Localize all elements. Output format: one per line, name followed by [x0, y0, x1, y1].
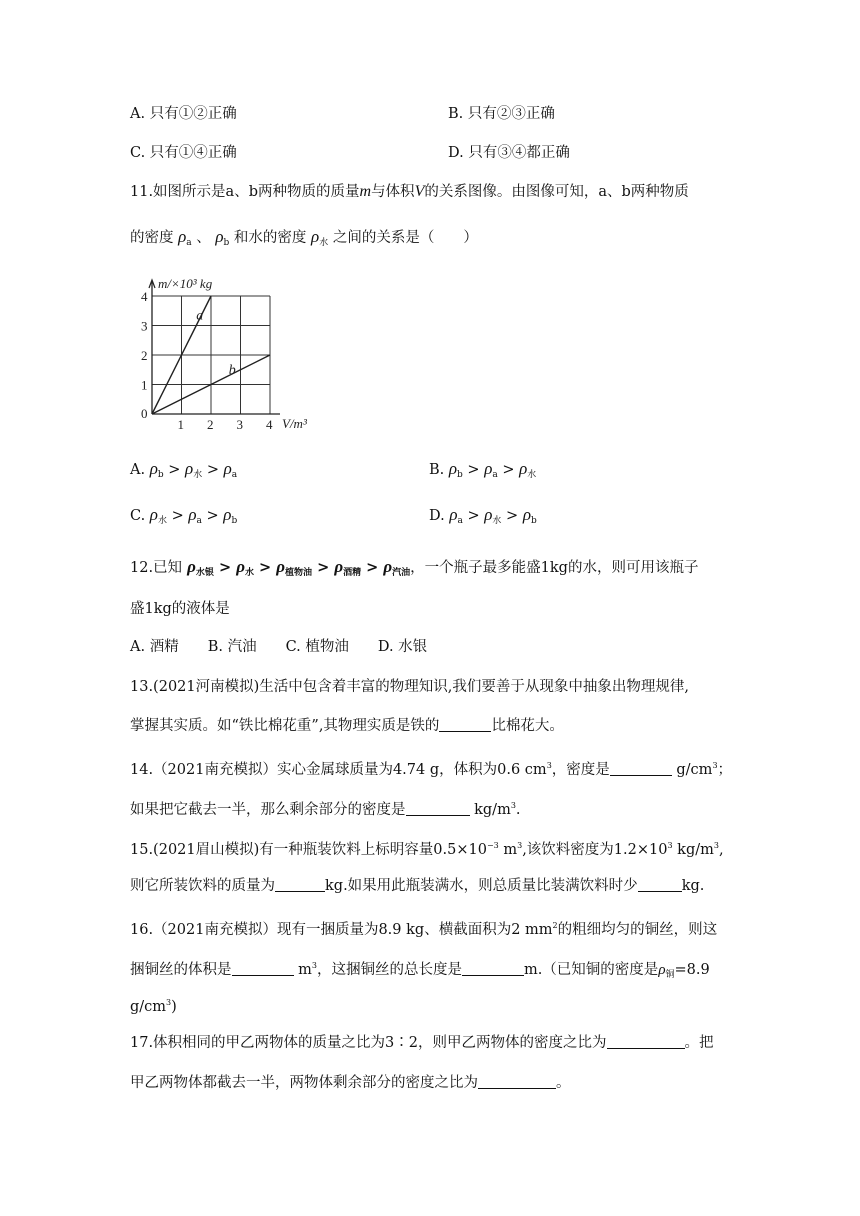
q17-line1: 17.体积相同的甲乙两物体的质量之比为3∶2，则甲乙两物体的密度之比为 。把 [130, 1035, 714, 1051]
x-tick-label: 4 [266, 417, 273, 432]
y-tick-label: 1 [141, 377, 148, 393]
q12-line1: 12.已知 $\rho_{水银} > \rho_水 > \rho_{植物油} > \rho_{酒精} > \rho_{汽油}$，一个瓶子最多能盛1kg的水，则可用该瓶子 [130, 557, 699, 578]
q11-option-b: B. $\rho_b > \rho_a > \rho_水$ [429, 459, 537, 480]
origin-label: 0 [141, 406, 148, 421]
q14-line1: 14.（2021南充模拟）实心金属球质量为4.74 g，体积为0.6 $cm^3$，密度是 $g/cm^3$； [130, 761, 733, 778]
q16-line2: 捆铜丝的体积是 $m^3$，这捆铜丝的总长度是 m.（已知铜的密度是$\rho_铜=8.9$ [130, 961, 710, 980]
q10-option-b: B. 只有②③正确 [448, 106, 555, 122]
q13-line2: 掌握其实质。如“铁比棉花重”,其物理实质是铁的 比棉花大。 [130, 718, 564, 734]
q14-line2: 如果把它截去一半，那么剩余部分的密度是 $kg/m^3$. [130, 801, 521, 818]
q11-option-d: D. $\rho_a > \rho_水 > \rho_b$ [429, 505, 537, 526]
q11-option-c: C. $\rho_水 > \rho_a > \rho_b$ [130, 505, 238, 526]
q10-option-c: C. 只有①④正确 [130, 145, 237, 161]
q13-line1: 13.(2021河南模拟)生活中包含着丰富的物理知识,我们要善于从现象中抽象出物理规律, [130, 679, 689, 695]
y-tick-label: 2 [141, 348, 148, 363]
y-axis-label: m/×10³ kg [158, 276, 213, 291]
y-tick-label: 4 [141, 289, 148, 304]
x-tick-label: 1 [177, 417, 184, 432]
q16-line3: $g/cm^3$) [130, 998, 177, 1015]
series-label-a: a [196, 308, 204, 324]
x-tick-label: 3 [236, 417, 243, 432]
x-axis-label: V/m³ [282, 416, 307, 431]
q12-line2: 盛1kg的液体是 [130, 601, 230, 617]
q10-option-d: D. 只有③④都正确 [448, 145, 570, 161]
q11-option-a: A. $\rho_b > \rho_水 > \rho_a$ [130, 459, 238, 480]
series-label-b: b [228, 363, 236, 379]
y-tick-label: 3 [141, 318, 148, 334]
q11-line1: 11.如图所示是a、b两种物质的质量m与体积V的关系图像。由图像可知，a、b两种物质 [130, 183, 689, 200]
mass-volume-chart [140, 268, 340, 438]
q10-option-a: A. 只有①②正确 [130, 106, 237, 122]
q15-line2: 则它所装饮料的质量为 kg.如果用此瓶装满水，则总质量比装满饮料时少 kg. [130, 878, 705, 894]
x-tick-label: 2 [207, 417, 214, 432]
q16-line1: 16.（2021南充模拟）现有一捆质量为8.9 kg、横截面积为2 $mm^2$的粗细均匀的铜丝，则这 [130, 921, 718, 938]
q12-options: A. 酒精 B. 汽油 C. 植物油 D. 水银 [130, 639, 428, 655]
q15-line1: 15.(2021眉山模拟)有一种瓶装饮料上标明容量$0.5\times 10^{-3}$ $m^3$,该饮料密度为$1.2\times 10^3$ $kg/m^3$, [130, 841, 724, 858]
q17-line2: 甲乙两物体都截去一半，两物体剩余部分的密度之比为 。 [130, 1075, 571, 1091]
q11-line2: 的密度 $\rho_a$ 、 $\rho_b$ 和水的密度 $\rho_水$ 之间的关系是（ ） [130, 227, 478, 248]
